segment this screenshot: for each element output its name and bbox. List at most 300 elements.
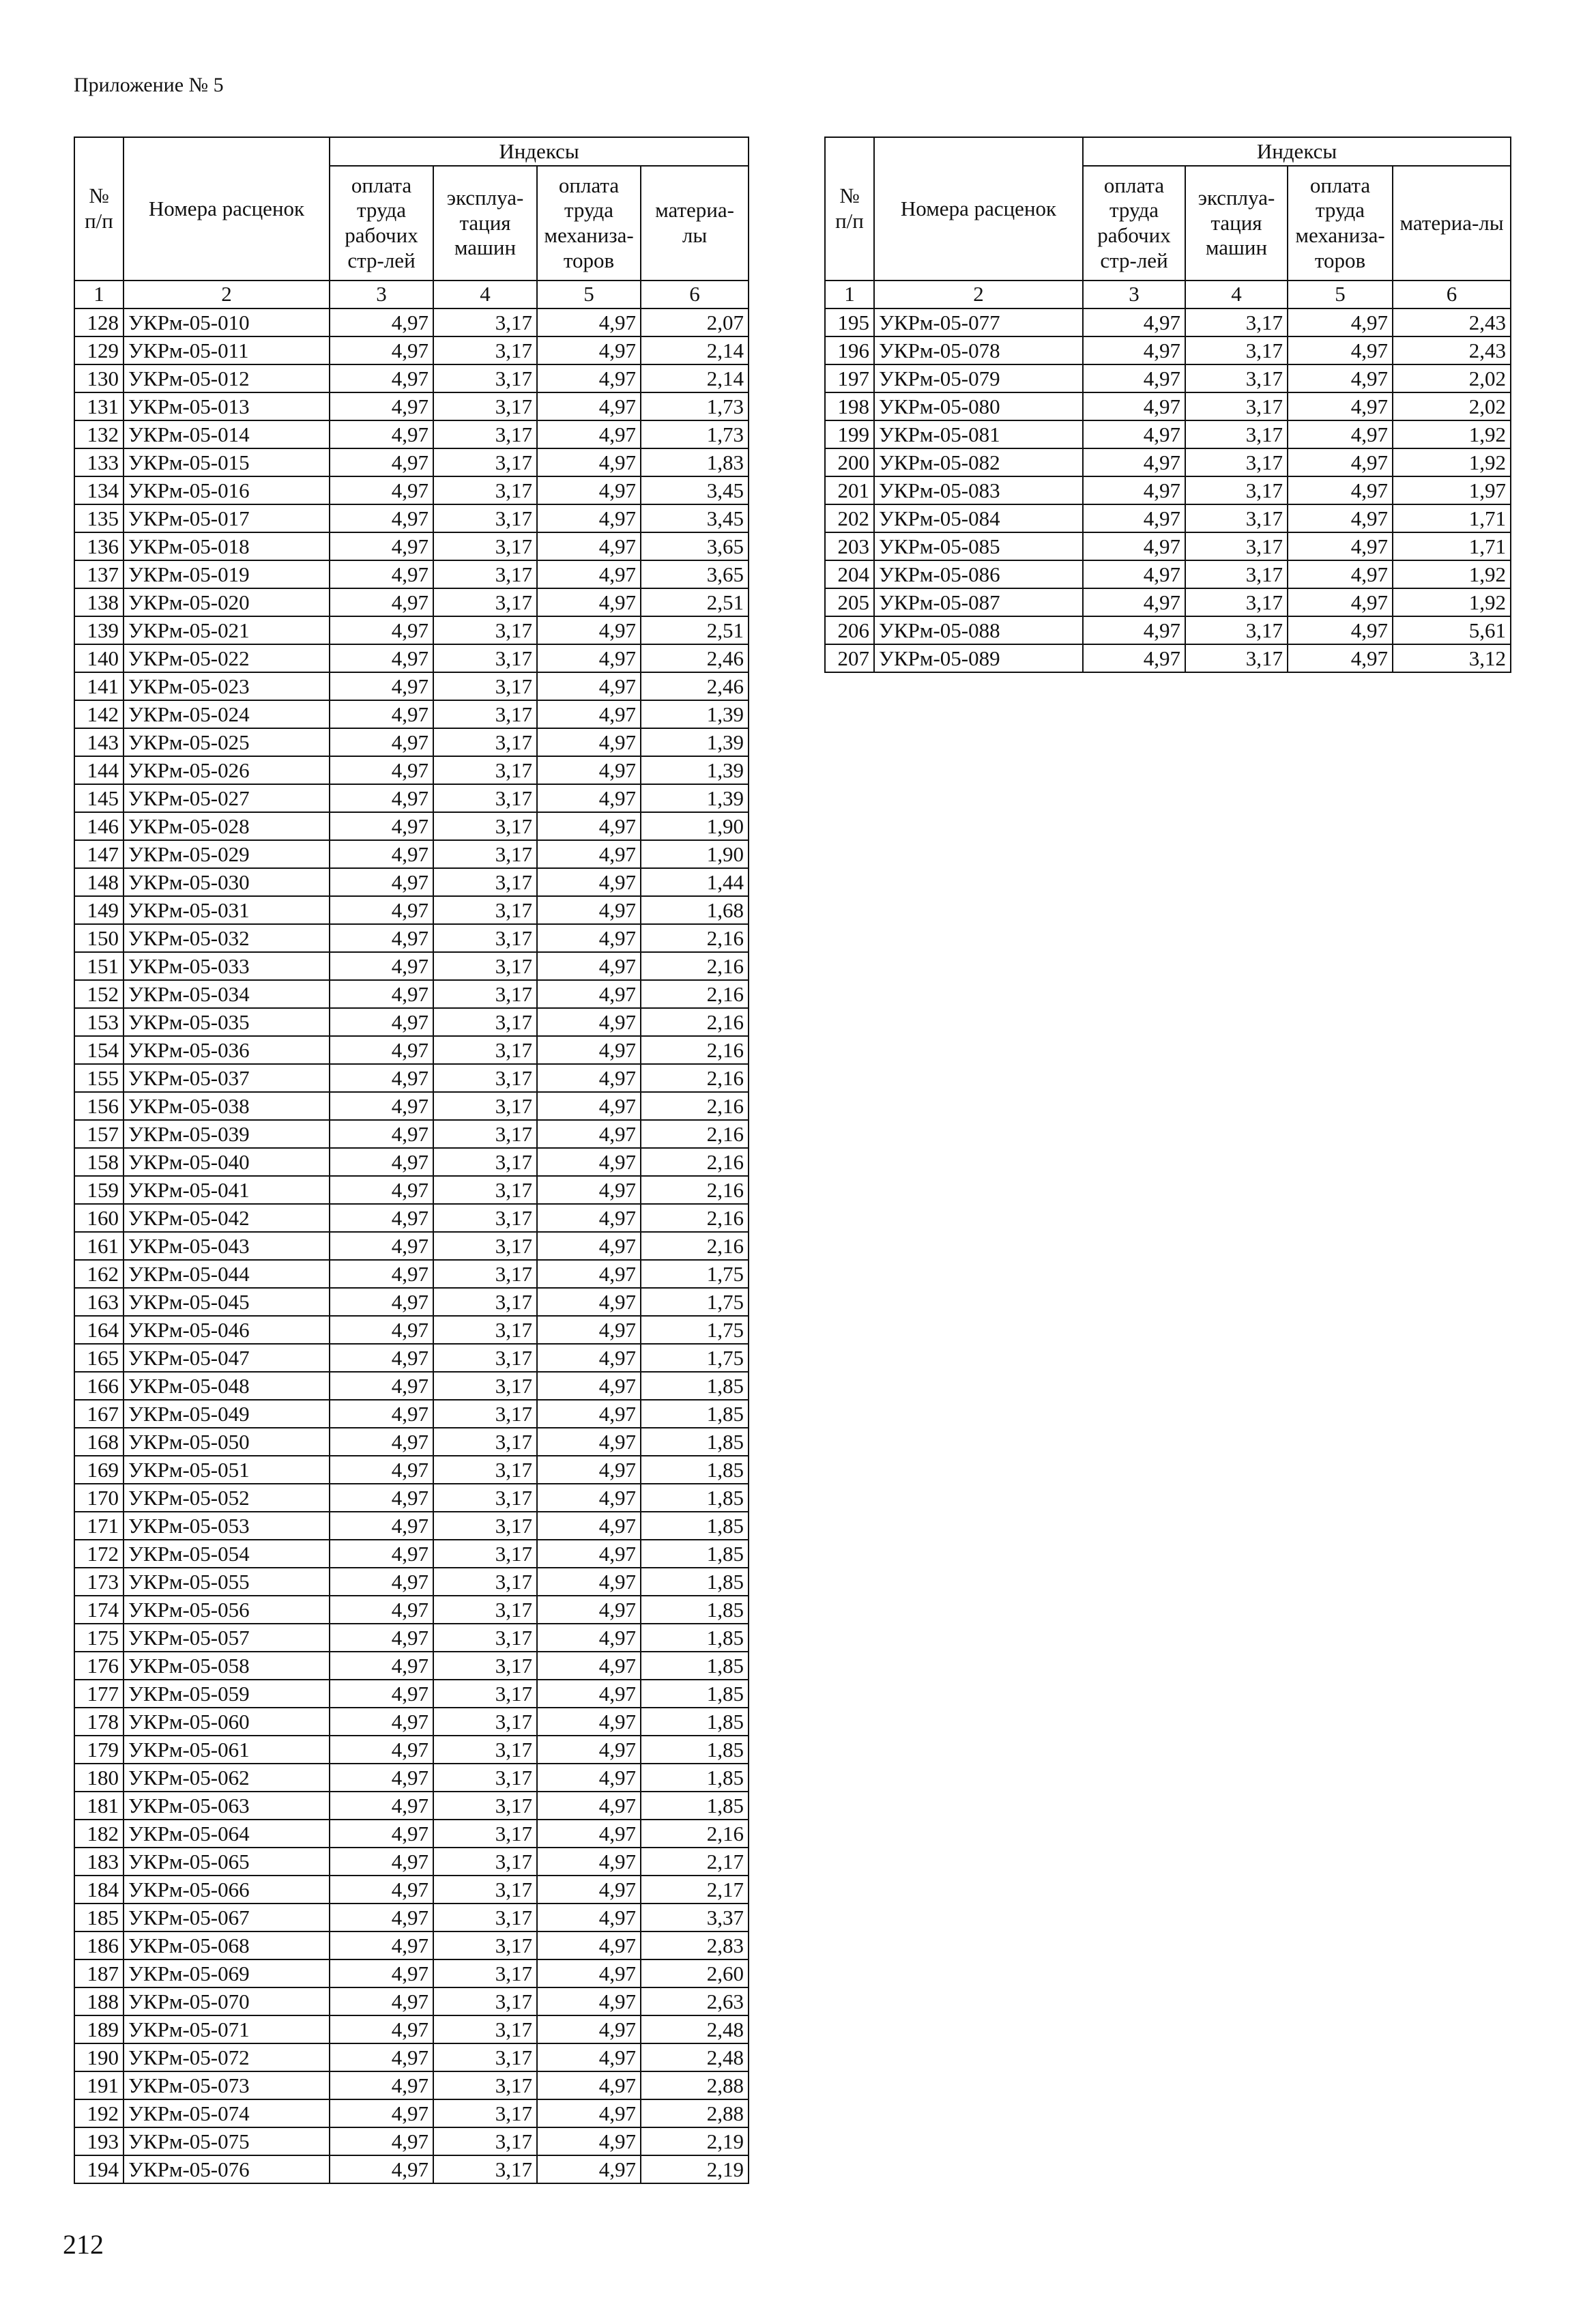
mech-index-cell: 4,97 <box>537 1959 641 1987</box>
rate-code-cell: УКРм-05-059 <box>124 1680 330 1708</box>
material-index-cell: 2,16 <box>641 1120 749 1148</box>
row-number-cell: 150 <box>74 924 124 952</box>
row-number-cell: 170 <box>74 1484 124 1512</box>
machine-index-cell: 3,17 <box>433 1148 537 1176</box>
header-num: № п/п <box>74 137 124 281</box>
col-number: 6 <box>641 281 749 308</box>
wage-index-cell: 4,97 <box>330 1512 433 1540</box>
mech-index-cell: 4,97 <box>537 1064 641 1092</box>
rate-code-cell: УКРм-05-070 <box>124 1987 330 2015</box>
table-row <box>825 448 1511 476</box>
machine-index-cell: 3,17 <box>433 1428 537 1456</box>
table-row <box>74 2015 749 2043</box>
header-wage: оплата труда рабочих стр-лей <box>1083 166 1185 281</box>
machine-index-cell: 3,17 <box>433 1680 537 1708</box>
mech-index-cell: 4,97 <box>537 2127 641 2155</box>
row-number-cell: 181 <box>74 1792 124 1820</box>
material-index-cell: 2,16 <box>641 1008 749 1036</box>
table-row <box>74 1232 749 1260</box>
machine-index-cell: 3,17 <box>433 1372 537 1400</box>
table-row <box>74 840 749 868</box>
wage-index-cell: 4,97 <box>330 504 433 532</box>
machine-index-cell: 3,17 <box>433 812 537 840</box>
row-number-cell: 144 <box>74 756 124 784</box>
material-index-cell: 2,16 <box>641 1232 749 1260</box>
mech-index-cell: 4,97 <box>1288 336 1393 364</box>
rate-code-cell: УКРм-05-031 <box>124 896 330 924</box>
machine-index-cell: 3,17 <box>433 1624 537 1652</box>
rate-code-cell: УКРм-05-010 <box>124 308 330 336</box>
row-number-cell: 179 <box>74 1736 124 1764</box>
table-row <box>74 1036 749 1064</box>
machine-index-cell: 3,17 <box>433 588 537 616</box>
mech-index-cell: 4,97 <box>537 420 641 448</box>
mech-index-cell: 4,97 <box>537 644 641 672</box>
machine-index-cell: 3,17 <box>1185 336 1288 364</box>
row-number-cell: 158 <box>74 1148 124 1176</box>
table-row <box>74 1092 749 1120</box>
rate-code-cell: УКРм-05-073 <box>124 2071 330 2099</box>
row-number-cell: 173 <box>74 1568 124 1596</box>
rate-code-cell: УКРм-05-080 <box>874 392 1083 420</box>
machine-index-cell: 3,17 <box>433 308 537 336</box>
wage-index-cell: 4,97 <box>330 2155 433 2183</box>
row-number-cell: 177 <box>74 1680 124 1708</box>
rate-code-cell: УКРм-05-056 <box>124 1596 330 1624</box>
header-wage: оплата труда рабочих стр-лей <box>330 166 433 281</box>
machine-index-cell: 3,17 <box>1185 532 1288 560</box>
header-indices: Индексы <box>330 137 749 166</box>
material-index-cell: 1,73 <box>641 392 749 420</box>
material-index-cell: 3,65 <box>641 532 749 560</box>
col-number: 3 <box>330 281 433 308</box>
wage-index-cell: 4,97 <box>330 532 433 560</box>
table-row <box>825 476 1511 504</box>
rate-code-cell: УКРм-05-078 <box>874 336 1083 364</box>
mech-index-cell: 4,97 <box>537 2155 641 2183</box>
rates-table-left-body <box>74 308 749 2183</box>
wage-index-cell: 4,97 <box>330 1596 433 1624</box>
material-index-cell: 2,16 <box>641 1204 749 1232</box>
table-row <box>74 812 749 840</box>
row-number-cell: 168 <box>74 1428 124 1456</box>
material-index-cell: 1,85 <box>641 1624 749 1652</box>
wage-index-cell: 4,97 <box>330 1680 433 1708</box>
mech-index-cell: 4,97 <box>537 476 641 504</box>
row-number-cell: 139 <box>74 616 124 644</box>
machine-index-cell: 3,17 <box>1185 476 1288 504</box>
table-row <box>74 1148 749 1176</box>
col-number: 1 <box>825 281 874 308</box>
material-index-cell: 2,43 <box>1393 308 1511 336</box>
material-index-cell: 1,85 <box>641 1428 749 1456</box>
mech-index-cell: 4,97 <box>537 2071 641 2099</box>
table-row <box>825 644 1511 672</box>
mech-index-cell: 4,97 <box>537 1092 641 1120</box>
col-number: 4 <box>433 281 537 308</box>
material-index-cell: 1,75 <box>641 1260 749 1288</box>
wage-index-cell: 4,97 <box>330 476 433 504</box>
mech-index-cell: 4,97 <box>537 672 641 700</box>
rate-code-cell: УКРм-05-069 <box>124 1959 330 1987</box>
material-index-cell: 1,85 <box>641 1540 749 1568</box>
table-row <box>74 1456 749 1484</box>
wage-index-cell: 4,97 <box>330 560 433 588</box>
machine-index-cell: 3,17 <box>1185 308 1288 336</box>
rate-code-cell: УКРм-05-017 <box>124 504 330 532</box>
wage-index-cell: 4,97 <box>1083 560 1185 588</box>
machine-index-cell: 3,17 <box>433 2099 537 2127</box>
wage-index-cell: 4,97 <box>1083 616 1185 644</box>
material-index-cell: 2,16 <box>641 1092 749 1120</box>
machine-index-cell: 3,17 <box>433 1652 537 1680</box>
table-row <box>74 2155 749 2183</box>
table-row <box>74 1568 749 1596</box>
material-index-cell: 1,75 <box>641 1288 749 1316</box>
table-row <box>74 672 749 700</box>
rate-code-cell: УКРм-05-013 <box>124 392 330 420</box>
machine-index-cell: 3,17 <box>433 364 537 392</box>
machine-index-cell: 3,17 <box>1185 364 1288 392</box>
wage-index-cell: 4,97 <box>1083 364 1185 392</box>
machine-index-cell: 3,17 <box>433 1931 537 1959</box>
row-number-cell: 156 <box>74 1092 124 1120</box>
rate-code-cell: УКРм-05-072 <box>124 2043 330 2071</box>
wage-index-cell: 4,97 <box>330 1456 433 1484</box>
rate-code-cell: УКРм-05-014 <box>124 420 330 448</box>
material-index-cell: 1,85 <box>641 1708 749 1736</box>
machine-index-cell: 3,17 <box>433 420 537 448</box>
wage-index-cell: 4,97 <box>330 1876 433 1904</box>
header-indices: Индексы <box>1083 137 1511 166</box>
header-mech: оплата труда механиза-торов <box>1288 166 1393 281</box>
wage-index-cell: 4,97 <box>330 1764 433 1792</box>
machine-index-cell: 3,17 <box>433 2043 537 2071</box>
wage-index-cell: 4,97 <box>330 2043 433 2071</box>
machine-index-cell: 3,17 <box>433 1120 537 1148</box>
material-index-cell: 1,75 <box>641 1316 749 1344</box>
wage-index-cell: 4,97 <box>1083 476 1185 504</box>
machine-index-cell: 3,17 <box>433 2155 537 2183</box>
rate-code-cell: УКРм-05-061 <box>124 1736 330 1764</box>
table-row <box>74 1204 749 1232</box>
appendix-title: Приложение № 5 <box>74 74 224 96</box>
row-number-cell: 148 <box>74 868 124 896</box>
material-index-cell: 2,16 <box>641 924 749 952</box>
table-row <box>74 1904 749 1931</box>
table-row <box>74 1876 749 1904</box>
row-number-cell: 186 <box>74 1931 124 1959</box>
row-number-cell: 197 <box>825 364 874 392</box>
material-index-cell: 2,46 <box>641 672 749 700</box>
wage-index-cell: 4,97 <box>330 1288 433 1316</box>
rate-code-cell: УКРм-05-042 <box>124 1204 330 1232</box>
row-number-cell: 176 <box>74 1652 124 1680</box>
row-number-cell: 162 <box>74 1260 124 1288</box>
mech-index-cell: 4,97 <box>537 1987 641 2015</box>
table-row <box>825 560 1511 588</box>
wage-index-cell: 4,97 <box>330 1652 433 1680</box>
mech-index-cell: 4,97 <box>537 1708 641 1736</box>
table-row <box>74 1372 749 1400</box>
table-row <box>825 588 1511 616</box>
material-index-cell: 2,16 <box>641 1064 749 1092</box>
material-index-cell: 2,16 <box>641 1036 749 1064</box>
col-number: 3 <box>1083 281 1185 308</box>
machine-index-cell: 3,17 <box>433 2015 537 2043</box>
row-number-cell: 200 <box>825 448 874 476</box>
wage-index-cell: 4,97 <box>330 1008 433 1036</box>
wage-index-cell: 4,97 <box>330 784 433 812</box>
machine-index-cell: 3,17 <box>433 1512 537 1540</box>
row-number-cell: 189 <box>74 2015 124 2043</box>
machine-index-cell: 3,17 <box>433 1400 537 1428</box>
row-number-cell: 202 <box>825 504 874 532</box>
machine-index-cell: 3,17 <box>433 1484 537 1512</box>
material-index-cell: 2,88 <box>641 2099 749 2127</box>
machine-index-cell: 3,17 <box>433 1568 537 1596</box>
mech-index-cell: 4,97 <box>537 1596 641 1624</box>
mech-index-cell: 4,97 <box>537 728 641 756</box>
table-row <box>74 868 749 896</box>
table-row <box>74 1428 749 1456</box>
machine-index-cell: 3,17 <box>433 2127 537 2155</box>
material-index-cell: 1,92 <box>1393 448 1511 476</box>
wage-index-cell: 4,97 <box>330 756 433 784</box>
machine-index-cell: 3,17 <box>433 1876 537 1904</box>
mech-index-cell: 4,97 <box>1288 504 1393 532</box>
mech-index-cell: 4,97 <box>537 1008 641 1036</box>
material-index-cell: 2,02 <box>1393 364 1511 392</box>
table-row <box>74 1120 749 1148</box>
machine-index-cell: 3,17 <box>433 392 537 420</box>
mech-index-cell: 4,97 <box>1288 476 1393 504</box>
wage-index-cell: 4,97 <box>330 1148 433 1176</box>
mech-index-cell: 4,97 <box>1288 616 1393 644</box>
wage-index-cell: 4,97 <box>330 1792 433 1820</box>
wage-index-cell: 4,97 <box>1083 504 1185 532</box>
col-number: 4 <box>1185 281 1288 308</box>
wage-index-cell: 4,97 <box>1083 420 1185 448</box>
wage-index-cell: 4,97 <box>330 1848 433 1876</box>
row-number-cell: 152 <box>74 980 124 1008</box>
machine-index-cell: 3,17 <box>433 1176 537 1204</box>
col-number: 1 <box>74 281 124 308</box>
mech-index-cell: 4,97 <box>537 392 641 420</box>
rates-table-left <box>74 137 749 2184</box>
machine-index-cell: 3,17 <box>433 1316 537 1344</box>
wage-index-cell: 4,97 <box>330 2015 433 2043</box>
machine-index-cell: 3,17 <box>433 1540 537 1568</box>
table-row <box>74 336 749 364</box>
wage-index-cell: 4,97 <box>330 392 433 420</box>
mech-index-cell: 4,97 <box>537 700 641 728</box>
row-number-cell: 205 <box>825 588 874 616</box>
machine-index-cell: 3,17 <box>433 336 537 364</box>
row-number-cell: 183 <box>74 1848 124 1876</box>
rate-code-cell: УКРм-05-024 <box>124 700 330 728</box>
row-number-cell: 180 <box>74 1764 124 1792</box>
row-number-cell: 130 <box>74 364 124 392</box>
rate-code-cell: УКРм-05-037 <box>124 1064 330 1092</box>
table-row <box>74 2099 749 2127</box>
mech-index-cell: 4,97 <box>537 504 641 532</box>
row-number-cell: 201 <box>825 476 874 504</box>
mech-index-cell: 4,97 <box>537 840 641 868</box>
rate-code-cell: УКРм-05-028 <box>124 812 330 840</box>
mech-index-cell: 4,97 <box>537 1148 641 1176</box>
rate-code-cell: УКРм-05-084 <box>874 504 1083 532</box>
rate-code-cell: УКРм-05-026 <box>124 756 330 784</box>
rate-code-cell: УКРм-05-077 <box>874 308 1083 336</box>
machine-index-cell: 3,17 <box>433 784 537 812</box>
page-number: 212 <box>63 2229 104 2260</box>
row-number-cell: 133 <box>74 448 124 476</box>
row-number-cell: 184 <box>74 1876 124 1904</box>
mech-index-cell: 4,97 <box>537 1372 641 1400</box>
header-machine: эксплуа-тация машин <box>1185 166 1288 281</box>
mech-index-cell: 4,97 <box>537 784 641 812</box>
rate-code-cell: УКРм-05-023 <box>124 672 330 700</box>
row-number-cell: 198 <box>825 392 874 420</box>
machine-index-cell: 3,17 <box>1185 448 1288 476</box>
material-index-cell: 1,83 <box>641 448 749 476</box>
material-index-cell: 1,90 <box>641 840 749 868</box>
header-material: материа-лы <box>1393 166 1511 281</box>
rate-code-cell: УКРм-05-065 <box>124 1848 330 1876</box>
row-number-cell: 155 <box>74 1064 124 1092</box>
mech-index-cell: 4,97 <box>537 448 641 476</box>
table-row <box>74 532 749 560</box>
material-index-cell: 1,39 <box>641 756 749 784</box>
material-index-cell: 1,90 <box>641 812 749 840</box>
machine-index-cell: 3,17 <box>433 672 537 700</box>
material-index-cell: 1,85 <box>641 1484 749 1512</box>
wage-index-cell: 4,97 <box>330 840 433 868</box>
material-index-cell: 1,92 <box>1393 588 1511 616</box>
material-index-cell: 2,19 <box>641 2155 749 2183</box>
row-number-cell: 145 <box>74 784 124 812</box>
material-index-cell: 2,14 <box>641 336 749 364</box>
table-row <box>825 392 1511 420</box>
rate-code-cell: УКРм-05-035 <box>124 1008 330 1036</box>
header-machine: эксплуа-тация машин <box>433 166 537 281</box>
wage-index-cell: 4,97 <box>330 896 433 924</box>
machine-index-cell: 3,17 <box>433 644 537 672</box>
mech-index-cell: 4,97 <box>537 336 641 364</box>
material-index-cell: 2,16 <box>641 1148 749 1176</box>
material-index-cell: 1,39 <box>641 784 749 812</box>
material-index-cell: 1,85 <box>641 1568 749 1596</box>
rate-code-cell: УКРм-05-019 <box>124 560 330 588</box>
wage-index-cell: 4,97 <box>1083 392 1185 420</box>
rate-code-cell: УКРм-05-038 <box>124 1092 330 1120</box>
mech-index-cell: 4,97 <box>537 896 641 924</box>
row-number-cell: 140 <box>74 644 124 672</box>
wage-index-cell: 4,97 <box>330 1316 433 1344</box>
row-number-cell: 187 <box>74 1959 124 1987</box>
table-row <box>74 364 749 392</box>
header-code: Номера расценок <box>874 137 1083 281</box>
wage-index-cell: 4,97 <box>330 1820 433 1848</box>
material-index-cell: 3,45 <box>641 476 749 504</box>
mech-index-cell: 4,97 <box>537 1792 641 1820</box>
material-index-cell: 1,85 <box>641 1736 749 1764</box>
rate-code-cell: УКРм-05-079 <box>874 364 1083 392</box>
material-index-cell: 2,16 <box>641 1176 749 1204</box>
table-row <box>825 420 1511 448</box>
wage-index-cell: 4,97 <box>330 1092 433 1120</box>
rate-code-cell: УКРм-05-074 <box>124 2099 330 2127</box>
mech-index-cell: 4,97 <box>537 1848 641 1876</box>
row-number-cell: 149 <box>74 896 124 924</box>
row-number-cell: 134 <box>74 476 124 504</box>
table-row <box>74 700 749 728</box>
wage-index-cell: 4,97 <box>330 1987 433 2015</box>
machine-index-cell: 3,17 <box>433 1008 537 1036</box>
table-row <box>74 448 749 476</box>
machine-index-cell: 3,17 <box>433 896 537 924</box>
material-index-cell: 1,39 <box>641 728 749 756</box>
wage-index-cell: 4,97 <box>330 812 433 840</box>
material-index-cell: 1,75 <box>641 1344 749 1372</box>
table-row <box>825 308 1511 336</box>
wage-index-cell: 4,97 <box>330 1176 433 1204</box>
rate-code-cell: УКРм-05-071 <box>124 2015 330 2043</box>
wage-index-cell: 4,97 <box>330 1064 433 1092</box>
material-index-cell: 1,73 <box>641 420 749 448</box>
material-index-cell: 2,16 <box>641 1820 749 1848</box>
mech-index-cell: 4,97 <box>537 1512 641 1540</box>
row-number-cell: 128 <box>74 308 124 336</box>
wage-index-cell: 4,97 <box>330 308 433 336</box>
wage-index-cell: 4,97 <box>330 1708 433 1736</box>
material-index-cell: 1,68 <box>641 896 749 924</box>
machine-index-cell: 3,17 <box>433 1344 537 1372</box>
table-row <box>74 392 749 420</box>
machine-index-cell: 3,17 <box>433 924 537 952</box>
table-row <box>74 1820 749 1848</box>
table-row <box>74 616 749 644</box>
rate-code-cell: УКРм-05-087 <box>874 588 1083 616</box>
table-row <box>74 1848 749 1876</box>
row-number-cell: 142 <box>74 700 124 728</box>
mech-index-cell: 4,97 <box>537 952 641 980</box>
wage-index-cell: 4,97 <box>1083 532 1185 560</box>
row-number-cell: 143 <box>74 728 124 756</box>
wage-index-cell: 4,97 <box>330 1484 433 1512</box>
rate-code-cell: УКРм-05-011 <box>124 336 330 364</box>
table-row <box>74 1288 749 1316</box>
mech-index-cell: 4,97 <box>537 1764 641 1792</box>
table-row <box>825 616 1511 644</box>
mech-index-cell: 4,97 <box>537 1652 641 1680</box>
table-row <box>74 924 749 952</box>
wage-index-cell: 4,97 <box>330 1400 433 1428</box>
machine-index-cell: 3,17 <box>1185 616 1288 644</box>
machine-index-cell: 3,17 <box>433 840 537 868</box>
row-number-cell: 160 <box>74 1204 124 1232</box>
machine-index-cell: 3,17 <box>433 1260 537 1288</box>
rate-code-cell: УКРм-05-029 <box>124 840 330 868</box>
wage-index-cell: 4,97 <box>330 1736 433 1764</box>
material-index-cell: 2,16 <box>641 952 749 980</box>
wage-index-cell: 4,97 <box>330 448 433 476</box>
mech-index-cell: 4,97 <box>537 812 641 840</box>
table-row <box>74 728 749 756</box>
rate-code-cell: УКРм-05-063 <box>124 1792 330 1820</box>
header-num: № п/п <box>825 137 874 281</box>
